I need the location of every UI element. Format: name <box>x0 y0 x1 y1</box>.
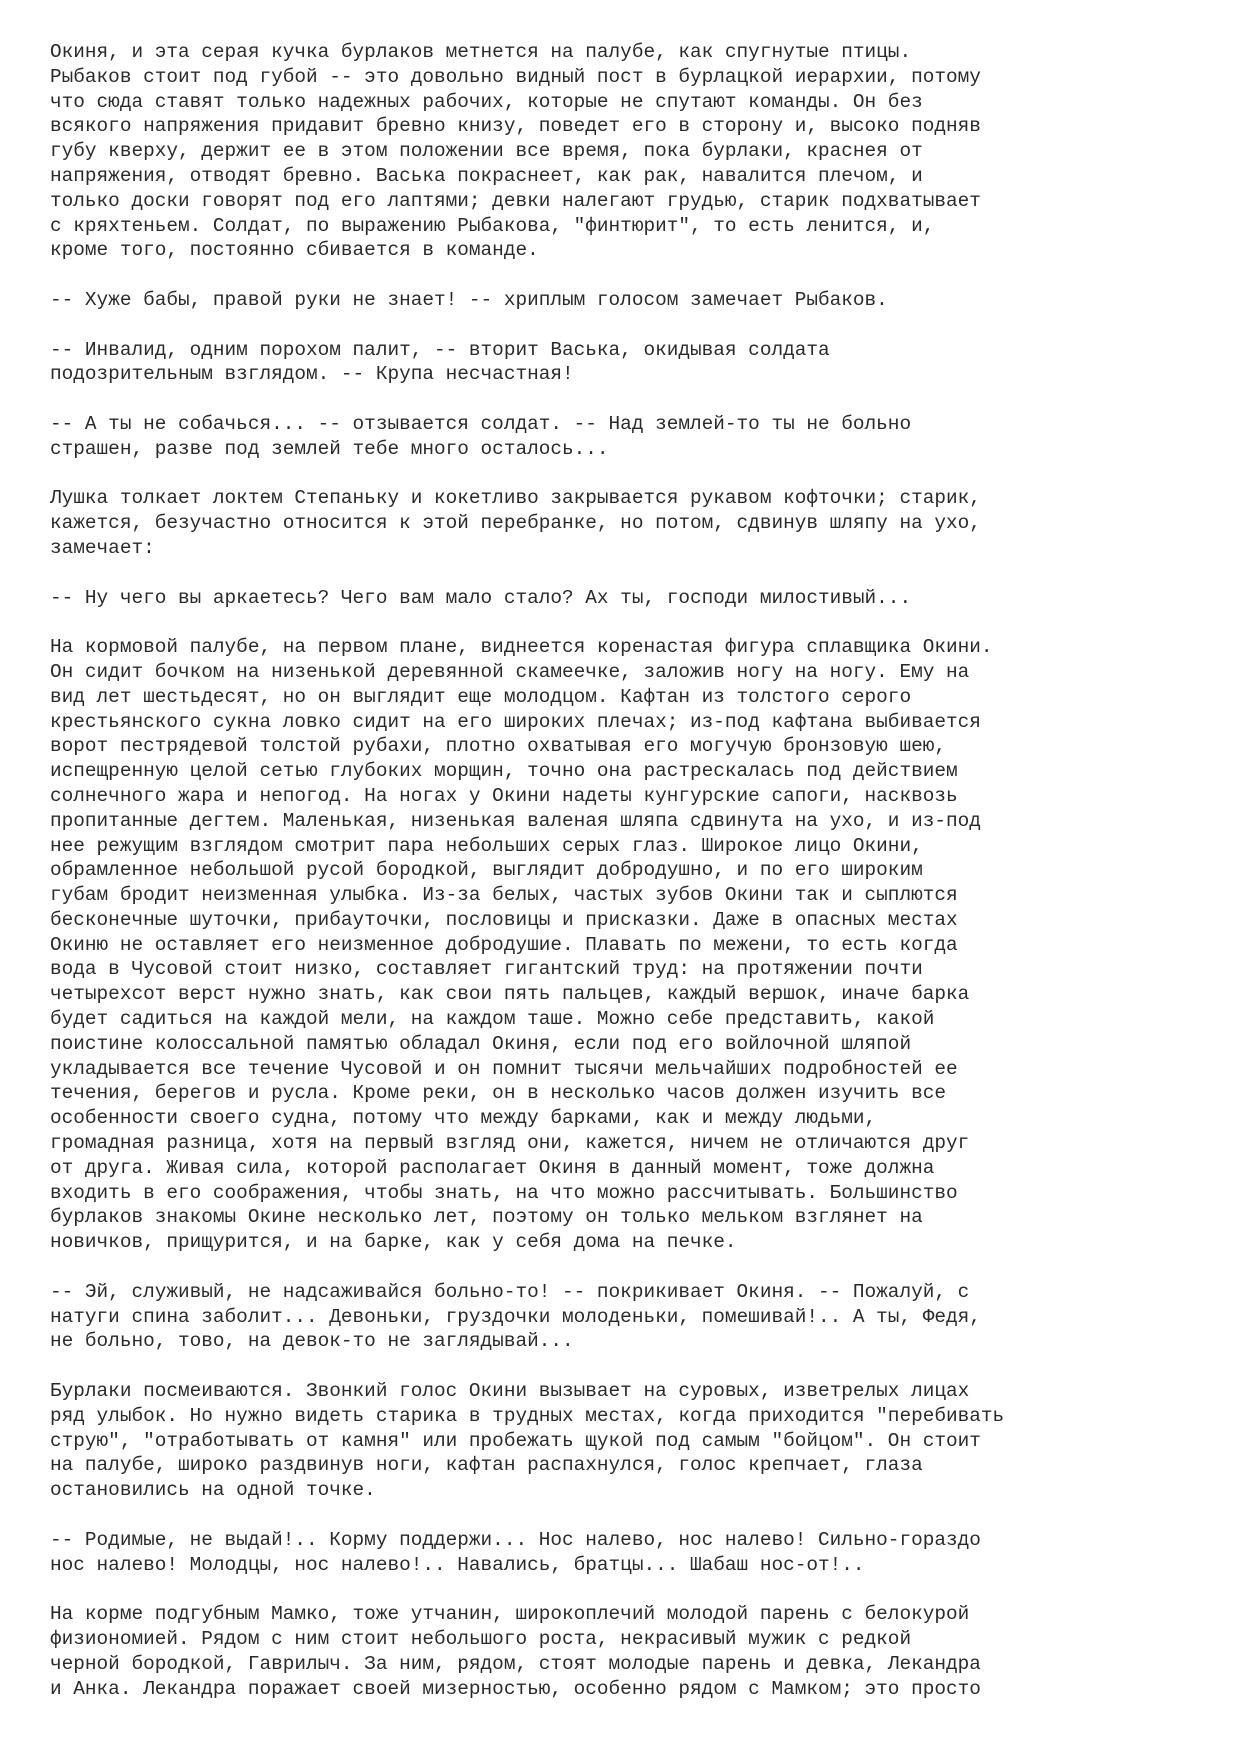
paragraph: -- Ну чего вы аркаетесь? Чего вам мало стало? Ах ты, господи милостивый... <box>50 586 912 609</box>
paragraph: -- Хуже бабы, правой руки не знает! -- хриплым голосом замечает Рыбаков. <box>50 288 888 311</box>
paragraph: Окиня, и эта серая кучка бурлаков метнется на палубе, как спугнутые птицы. Рыбаков стоит под губой -- это довольно видный пост в бурлацкой иерархии, потому что сюда ставят только надежных рабочих, которые не спутают команды. Он без всякого напряжения придавит бревно книзу, поведет его в сторону и, высоко подняв губу кверху, держит ее в этом положении все время, пока бурлаки, краснея от напряжения, отводят бревно. Васька покраснеет, как рак, навалится плечом, и только доски говорят под его лаптями; девки налегают грудью, старик подхватывает с кряхтеньем. Солдат, по выражению Рыбакова, "финтюрит", то есть ленится, и, кроме того, постоянно сбивается в команде. <box>50 41 981 262</box>
paragraph: На корме подгубным Мамко, тоже утчанин, широкоплечий молодой парень с белокурой физиономией. Рядом с ним стоит небольшого роста, некрасивый мужик с редкой черной бородкой, Гаврилыч. За ним, рядом, стоят молодые парень и девка, Лекандра и Анка. Лекандра поражает своей мизерностью, особенно рядом с Мамком; это просто <box>50 1603 981 1700</box>
paragraph: На кормовой палубе, на первом плане, виднеется коренастая фигура сплавщика Окини. Он сидит бочком на низенькой деревянной скамеечке, заложив ногу на ногу. Ему на вид лет шестьдесят, но он выглядит еще молодцом. Кафтан из толстого серого крестьянского сукна ловко сидит на его широких плечах; из-под кафтана выбивается ворот пестрядевой толстой рубахи, плотно охватывая его могучую бронзовую шею, испещренную целой сетью глубоких морщин, точно она растрескалась под действием солнечного жара и непогод. На ногах у Окини надеты кунгурские сапоги, насквозь пропитанные дегтем. Маленькая, низенькая валеная шляпа сдвинута на ухо, и из-под нее режущим взглядом смотрит пара небольших серых глаз. Широкое лицо Окини, обрамленное небольшой русой бородкой, выглядит добродушно, и по его широким губам бродит неизменная улыбка. Из-за белых, частых зубов Окини так и сыплются бесконечные шуточки, прибауточки, пословицы и присказки. Даже в опасных местах Окиню не оставляет его неизменное добродушие. Плавать по межени, то есть когда вода в Чусовой стоит низко, составляет гигантский труд: на протяжении почти четырехсот верст нужно знать, как свои пять пальцев, каждый вершок, иначе барка будет садиться на каждой мели, на каждом таше. Можно себе представить, какой поистине колоссальной памятью обладал Окиня, если под его войлочной шляпой укладывается все течение Чусовой и он помнит тысячи мельчайших подробностей ее течения, берегов и русла. Кроме реки, он в несколько часов должен изучить все особенности своего судна, потому что между барками, как и между людьми, громадная разница, хотя на первый взгляд они, кажется, ничем не отличаются друг от друга. Живая сила, которой располагает Окиня в данный момент, тоже должна входить в его соображения, чтобы знать, на что можно рассчитывать. Большинство бурлаков знакомы Окине несколько лет, поэтому он только мельком взглянет на новичков, прищурится, и на барке, как у себя дома на печке. <box>50 636 993 1254</box>
document-page <box>50 40 1200 1726</box>
paragraph: Бурлаки посмеиваются. Звонкий голос Окини вызывает на суровых, изветрелых лицах ряд улыбок. Но нужно видеть старика в трудных местах, когда приходится "перебивать струю", "отработывать от камня" или пробежать щукой под самым "бойцом". Он стоит на палубе, широко раздвинув ноги, кафтан распахнулся, голос крепчает, глаза остановились на одной точке. <box>50 1380 1005 1502</box>
paragraph: -- Родимые, не выдай!.. Корму поддержи... Нос налево, нос налево! Сильно-гораздо нос налево! Молодцы, нос налево!.. Навались, братцы... Шабаш нос-от!.. <box>50 1528 981 1576</box>
paragraph: Лушка толкает локтем Степаньку и кокетливо закрывается рукавом кофточки; старик, кажется, безучастно относится к этой перебранке, но потом, сдвинув шляпу на ухо, замечает: <box>50 487 981 559</box>
paragraph: -- А ты не собачься... -- отзывается солдат. -- Над землей-то ты не больно страшен, разве под землей тебе много осталось... <box>50 412 912 460</box>
paragraph: -- Инвалид, одним порохом палит, -- вторит Васька, окидывая солдата подозрительным взглядом. -- Крупа несчастная! <box>50 338 830 386</box>
paragraph: -- Эй, служивый, не надсаживайся больно-то! -- покрикивает Окиня. -- Пожалуй, с натуги спина заболит... Девоньки, груздочки молоденьки, помешивай!.. А ты, Федя, не больно, тово, на девок-то не заглядывай... <box>50 1280 981 1353</box>
